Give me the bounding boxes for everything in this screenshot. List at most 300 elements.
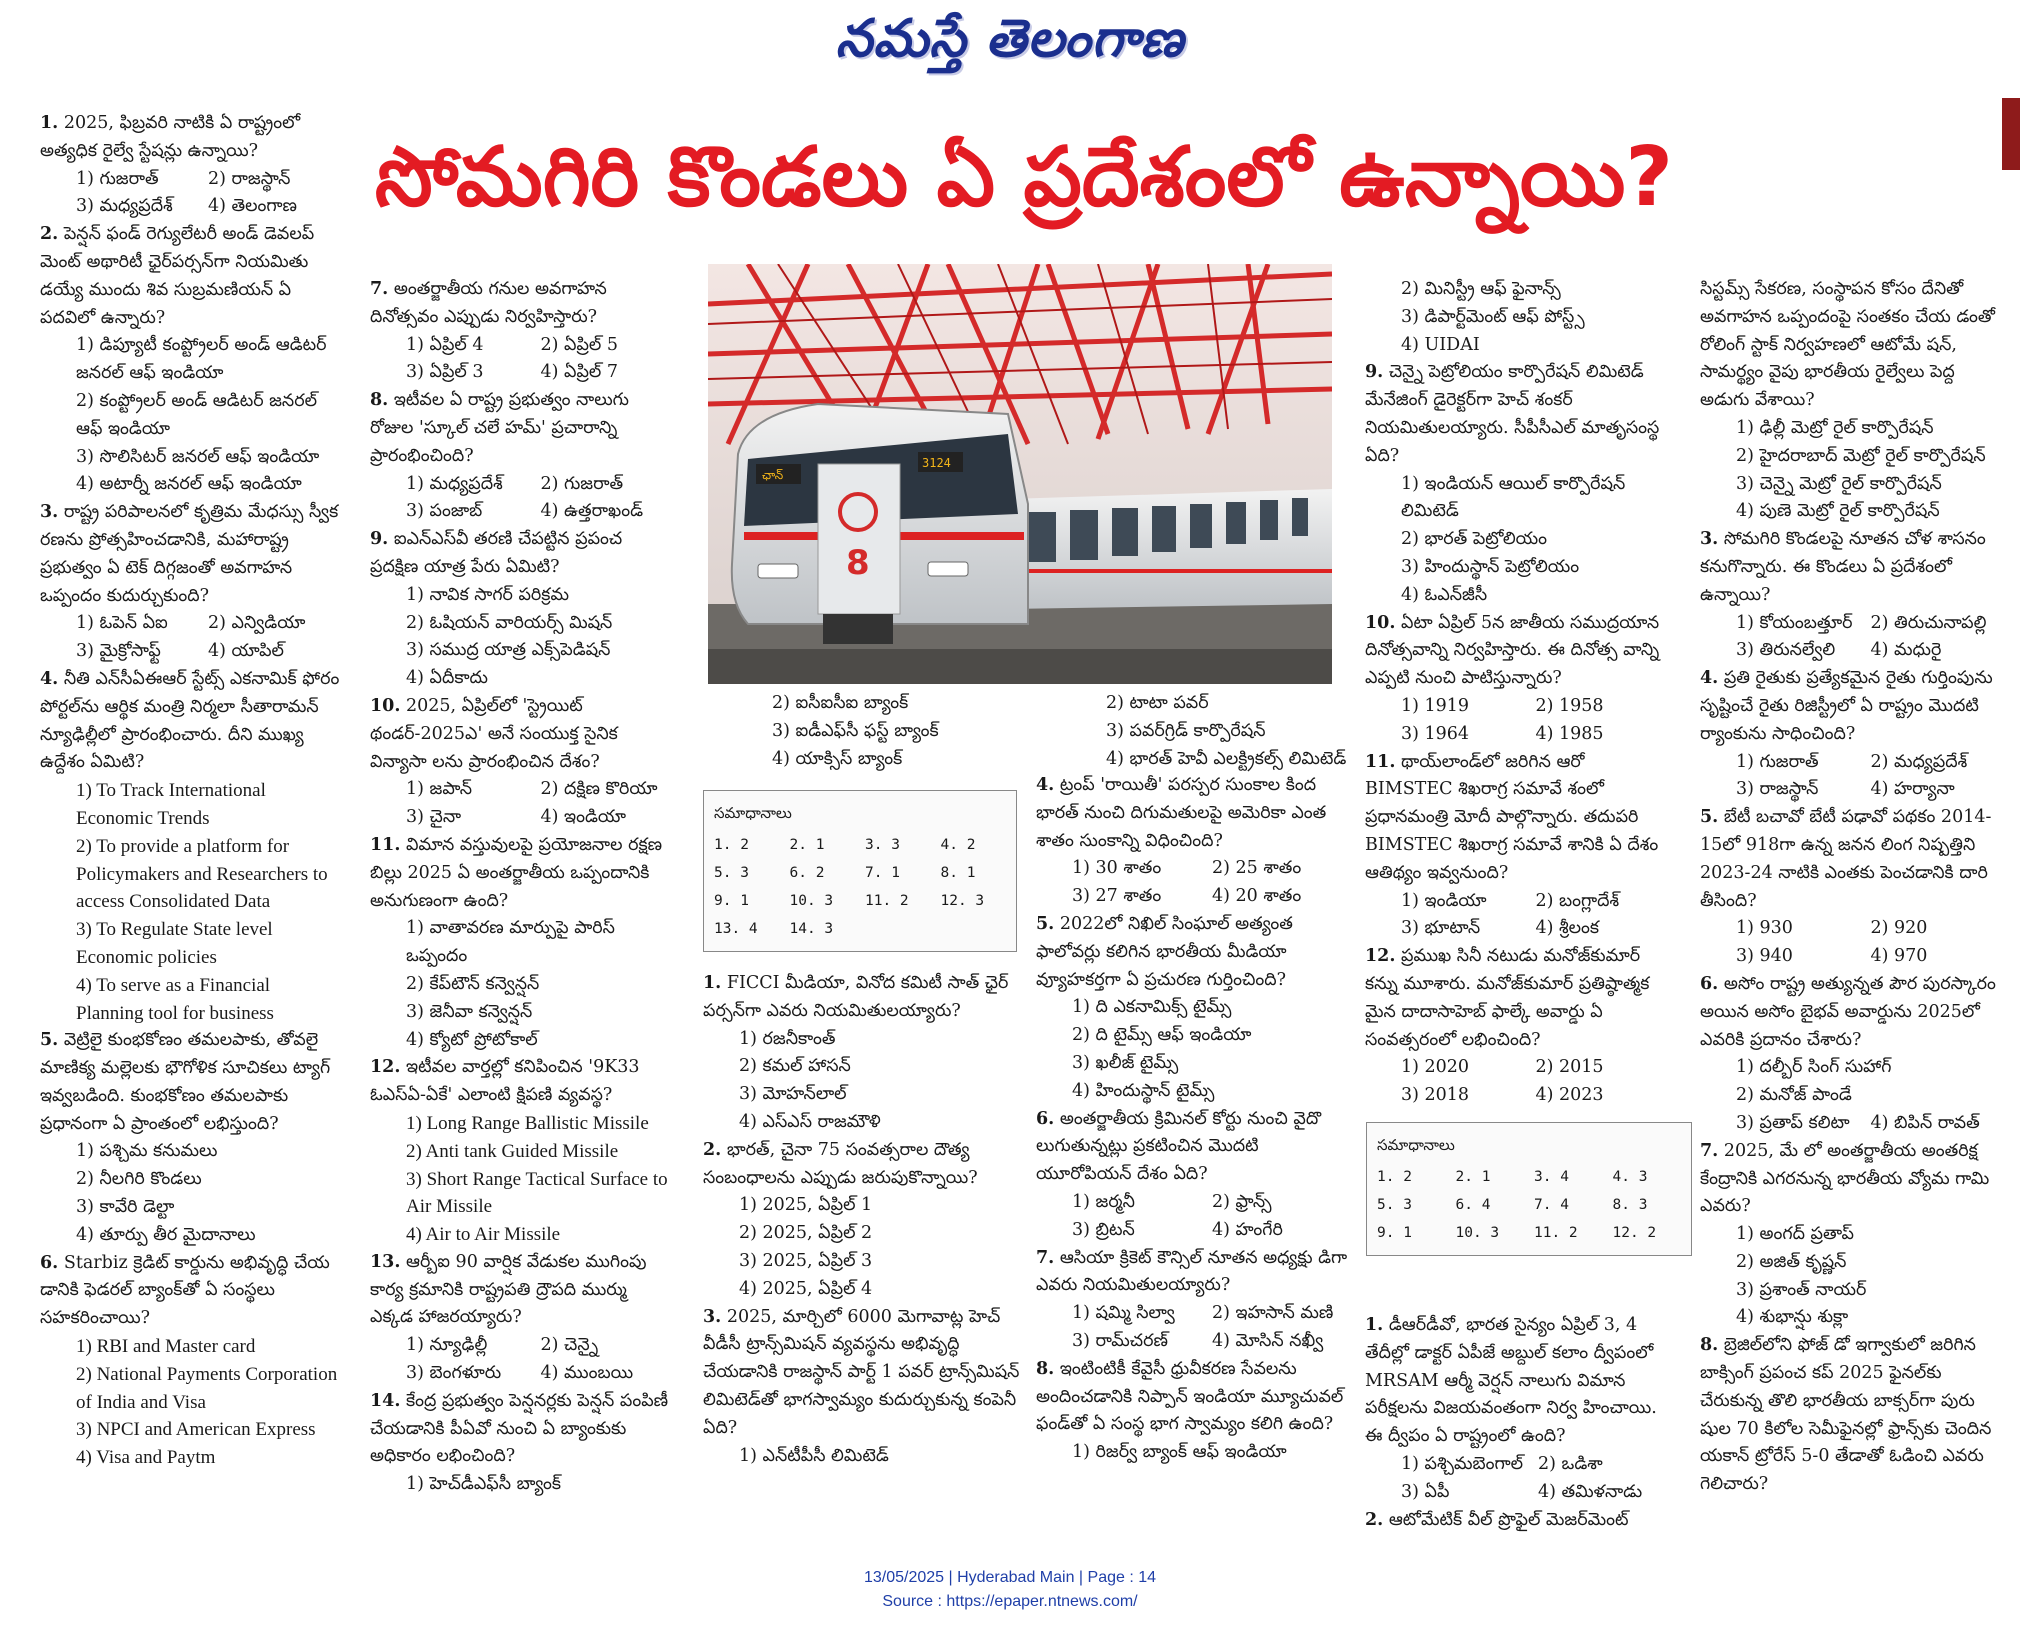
option: 2) టాటా పవర్	[1106, 693, 1209, 713]
option: 3) బెంగళూరు	[406, 1363, 502, 1384]
question-item	[40, 499, 340, 666]
question-text	[370, 276, 675, 332]
option-row	[1700, 915, 2005, 943]
question-item	[1036, 911, 1356, 1106]
question-item	[1365, 1312, 1675, 1507]
answers-box-2	[1366, 1122, 1692, 1256]
option: 1) జపాన్	[406, 779, 473, 800]
option: 3) భూటాన్	[1401, 918, 1481, 939]
option: 2) అజిత్ కృష్ణన్	[1736, 1251, 1847, 1272]
option-row	[1036, 883, 1356, 911]
question-number: 11.	[370, 834, 401, 855]
footer-source-link[interactable]: Source : https://epaper.ntnews.com/	[882, 1593, 1138, 1610]
option: 2) 1958	[1535, 695, 1604, 716]
option-row	[370, 804, 675, 832]
option-row	[40, 193, 340, 221]
question-text	[703, 1137, 1021, 1193]
question-body: ప్రముఖ సినీ నటుడు మనోజ్‌కుమార్ కన్ను మూశారు. మనోజ్‌కుమార్ ప్రతిష్ఠాత్మక మైన దాదాసాహెబ్ ఫాల్కే అవార్డు ఏ సంవత్సరంలో లభించింది?	[1365, 946, 1650, 1050]
option: 2) మినిస్ట్రీ ఆఫ్ ఫైనాన్స్	[1401, 279, 1561, 299]
option: 4) Air to Air Missile	[406, 1224, 561, 1246]
option: 3) మైక్రోసాఫ్ట్	[76, 641, 161, 662]
option: 1) న్యూఢిల్లీ	[406, 1335, 488, 1356]
answer-item: 5. 3	[714, 865, 749, 881]
option: 4) మధురై	[1870, 640, 1942, 661]
question-item	[1700, 971, 2005, 1138]
option: 1) పశ్చిమ కనుమలు	[76, 1141, 218, 1162]
question-text	[1036, 1356, 1356, 1439]
option: 2) కమల్ హాసన్	[739, 1056, 851, 1077]
question-item	[370, 832, 675, 1054]
option: 2) హైదరాబాద్ మెట్రో రైల్ కార్పొరేషన్	[1736, 445, 1986, 466]
question-text	[1365, 610, 1670, 693]
option: 3) సముద్ర యాత్ర ఎక్స్‌పెడిషన్	[406, 640, 611, 661]
question-item	[1036, 772, 1356, 911]
option: 4) శ్రీలంక	[1535, 918, 1600, 939]
question-number: 10.	[370, 695, 401, 716]
question-item	[370, 276, 675, 387]
option: 2) బంగ్లాదేశ్	[1535, 890, 1620, 911]
option-row	[40, 610, 340, 638]
question-item	[370, 1388, 675, 1499]
question-number: 1.	[703, 973, 722, 993]
option: 2) గుజరాత్	[540, 473, 624, 494]
option: 2) National Payments Corporation of India and Visa	[76, 1363, 338, 1413]
question-text	[1036, 772, 1356, 855]
question-number: 12.	[1365, 946, 1396, 967]
column-4-continuation	[1070, 690, 1370, 773]
question-item	[703, 1137, 1021, 1304]
page-footer	[0, 1566, 2020, 1614]
option: 1) ఢిల్లీ మెట్రో రైల్ కార్పొరేషన్	[1736, 417, 1934, 438]
option: 3) 2025, ఏప్రిల్ 3	[739, 1250, 873, 1271]
question-item	[370, 1054, 675, 1249]
option-row	[1365, 721, 1670, 749]
train-front-number: 3124	[922, 456, 951, 470]
column-6	[1700, 276, 2005, 1499]
question-body: కేంద్ర ప్రభుత్వం పెన్షనర్లకు పెన్షన్ పంపిణీ చేయడానికి పీఏవో నుంచి ఏ బ్యాంకుకు అధికారం లభించింది?	[370, 1390, 669, 1467]
question-text	[370, 1388, 675, 1471]
option: 2) భారత్ పెట్రోలియం	[1401, 529, 1548, 550]
question-number: 6.	[1036, 1108, 1055, 1129]
masthead-logo: నమస్తే తెలంగాణ	[835, 9, 1185, 69]
answer-item: 3. 3	[865, 837, 900, 853]
question-body-continued: సిస్టమ్స్ సేకరణ, సంస్థాపన కోసం దేనితో అవగాహన ఒప్పందంపై సంతకం చేయ డంతో రోలింగ్ స్టాక్ నిర్వహణలో ఆటోమే షన్, సామర్థ్యం వైపు భారతీయ రైల్వేలు పెద్ద అడుగు వేశాయి?	[1700, 279, 1996, 411]
option: 3) సొలిసిటర్ జనరల్ ఆఫ్ ఇండియా	[76, 446, 320, 467]
option: 4) ఓఎన్‌జీసీ	[1401, 584, 1488, 605]
answer-item: 6. 2	[789, 865, 825, 881]
option: 1) నావిక సాగర్ పరిక్రమ	[406, 584, 569, 605]
question-body: డీఆర్‌డీవో, భారత సైన్యం ఏప్రిల్ 3, 4 తేదీల్లో డాక్టర్ ఏపీజే అబ్దుల్ కలాం ద్వీపంలో MRSAM ఆర్మీ వెర్షన్ నాలుగు విమాన పరీక్షలను విజయవంతంగా నిర్వ హించాయి. ఈ ద్వీపం ఏ రాష్ట్రంలో ఉంది?	[1365, 1315, 1657, 1447]
question-text	[703, 970, 1021, 1026]
option: 1) రజనీకాంత్	[739, 1028, 836, 1049]
option-row	[1365, 1479, 1675, 1507]
option: 2) ఒడిశా	[1538, 1453, 1603, 1474]
option-row	[1036, 1217, 1356, 1245]
option-row	[370, 1332, 675, 1360]
option: 4) ఎస్ఎస్ రాజమౌళి	[739, 1111, 881, 1132]
question-body: FICCI మీడియా, వినోద కమిటీ సాత్ ఛైర్ పర్సన్‌గా ఎవరు నియమితులయ్యారు?	[703, 973, 1009, 1021]
question-number: 5.	[1700, 807, 1719, 828]
answer-item: 12. 3	[940, 893, 985, 909]
question-body: రాష్ట్ర పరిపాలనలో కృత్రిమ మేధస్సు స్వీక రణను ప్రోత్సహించడానికి, మహారాష్ట్ర ప్రభుత్వం ఏ టెక్ దిగ్గజంతో అవగాహన ఒప్పందం కుదుర్చుకుంది?	[40, 502, 339, 606]
option: 1) ఇండియన్ ఆయిల్ కార్పొరేషన్ లిమిటెడ్	[1401, 473, 1626, 522]
question-item	[1365, 943, 1670, 1110]
answer-item: 9. 1	[1377, 1225, 1412, 1241]
footer-date-edition: 13/05/2025 | Hyderabad Main | Page : 14	[863, 1569, 1157, 1586]
option: 4) 2025, ఏప్రిల్ 4	[739, 1278, 873, 1299]
question-number: 3.	[40, 502, 59, 523]
option: 1) 1919	[1401, 695, 1470, 716]
option-row	[1700, 637, 2005, 665]
question-number: 7.	[1700, 1140, 1719, 1161]
question-number: 7.	[370, 279, 389, 299]
question-number: 4.	[40, 668, 59, 689]
option: 2) నీలగిరి కొండలు	[76, 1169, 202, 1190]
question-text	[40, 499, 340, 610]
option: 4) శుభాన్షు శుక్లా	[1736, 1307, 1849, 1328]
question-number: 8.	[1700, 1335, 1719, 1356]
option-row	[1365, 1082, 1670, 1110]
option-row	[1365, 1054, 1670, 1082]
option: 1) ఏప్రిల్ 4	[406, 334, 484, 355]
option: 2) ది టైమ్స్ ఆఫ్ ఇండియా	[1072, 1025, 1252, 1046]
question-body: చెన్నై పెట్రోలియం కార్పొరేషన్ లిమిటెడ్ మేనేజింగ్ డైరెక్టర్‌గా హెచ్ శంకర్ నియమితులయ్యారు. సీపీసీఎల్ మాతృసంస్థ ఏది?	[1365, 362, 1660, 466]
option: 3) మోహన్‌లాల్	[739, 1084, 847, 1105]
option: 2) ఎన్విడియా	[208, 613, 306, 634]
option: 4) To serve as a Financial Planning tool for business	[76, 974, 274, 1024]
question-item	[1700, 665, 2005, 804]
option: 2) కేప్‌టౌన్ కన్వెన్షన్	[406, 973, 540, 994]
option-row	[1700, 1110, 2005, 1138]
option: 2) 25 శాతం	[1212, 858, 1302, 879]
question-body: ఆసియా క్రికెట్ కౌన్సిల్ నూతన అధ్యక్షు డిగా ఎవరు నియమితులయ్యారు?	[1036, 1247, 1348, 1296]
question-text	[1700, 971, 2005, 1054]
question-item	[1365, 1507, 1675, 1535]
question-item	[1365, 359, 1670, 609]
answers-grid	[714, 831, 1006, 943]
answer-item: 8. 1	[940, 865, 976, 881]
question-body: ఇటీవల ఏ రాష్ట్ర ప్రభుత్వం నాలుగు రోజుల 'స్కూల్ చలే హమ్' ప్రచారాన్ని ప్రారంభించింది?	[370, 390, 629, 466]
question-item	[703, 1304, 1021, 1471]
question-body: అసోం రాష్ట్ర అత్యున్నత పౌర పురస్కారం అయిన అసోం బైభవ్ అవార్డును 2025లో ఎవరికి ప్రదానం చేశారు?	[1700, 973, 1996, 1050]
option: 4) తమిళనాడు	[1538, 1481, 1643, 1502]
option-row	[370, 332, 675, 360]
answer-item: 10. 3	[789, 893, 834, 909]
question-body: అంతర్జాతీయ గనుల అవగాహన దినోత్సవం ఎప్పుడు నిర్వహిస్తారు?	[370, 279, 607, 327]
answer-item: 7. 1	[865, 865, 900, 881]
option: 3) ఐడీఎఫ్‌సీ ఫస్ట్ బ్యాంక్	[772, 720, 939, 741]
option: 4) పుణె మెట్రో రైల్ కార్పొరేషన్	[1736, 501, 1940, 522]
question-item	[1036, 1106, 1356, 1245]
answer-item: 13. 4	[714, 921, 758, 937]
answer-item: 11. 2	[865, 893, 909, 909]
answer-item: 4. 2	[940, 837, 976, 853]
question-number: 7.	[1036, 1247, 1055, 1268]
option: 4) అటార్నీ జనరల్ ఆఫ్ ఇండియా	[76, 474, 302, 495]
option: 3) NPCI and American Express	[76, 1419, 316, 1441]
option: 1) హెచ్‌డీఎఫ్‌సీ బ్యాంక్	[406, 1474, 561, 1495]
option: 4) ముంబయి	[540, 1363, 634, 1384]
question-text	[1365, 1507, 1675, 1535]
option: 1) To Track International Economic Trends	[76, 780, 266, 829]
option: 4) మోసిన్ నఖ్వీ	[1212, 1330, 1324, 1351]
question-body: ఐఎన్ఎస్‌వీ తరణి చేపట్టిన ప్రపంచ ప్రదక్షిణ యాత్ర పేరు ఏమిటి?	[370, 529, 623, 577]
question-text	[370, 526, 675, 582]
option: 2) మనోజ్ పాండే	[1736, 1085, 1852, 1106]
option: 3) కావేరి డెల్టా	[76, 1197, 175, 1218]
option: 2) To provide a platform for Policymakers and Researchers to access Consolidated Data	[76, 835, 328, 913]
option-row	[1700, 610, 2005, 638]
column-5-lower	[1365, 1312, 1675, 1534]
question-text	[1365, 359, 1670, 470]
option: 3) రామ్‌చరణ్	[1072, 1330, 1168, 1351]
question-body: బేటీ బచావో బేటీ పఢావో పథకం 2014-15లో 918గా ఉన్న జనన లింగ నిష్పత్తిని 2023-24 నాటికి ఎంతకు పెంచడానికి దారి తీసింది?	[1700, 807, 1992, 911]
column-2	[370, 276, 675, 1499]
question-item	[1365, 610, 1670, 749]
option: 4) తెలంగాణ	[208, 196, 297, 217]
option: 3) 2018	[1401, 1085, 1470, 1106]
option: 4) ఏదీకాదు	[406, 668, 488, 689]
question-item	[370, 693, 675, 832]
question-text	[1700, 526, 2005, 609]
question-item	[370, 526, 675, 693]
question-text	[1700, 665, 2005, 748]
column-4	[1036, 772, 1356, 1467]
option: 3) 940	[1736, 946, 1793, 967]
question-body: వెట్రిలై కుంభకోణం తమలపాకు, తోవలై మాణిక్య మల్లెలకు భౌగోళిక సూచికలు ట్యాగ్ ఇవ్వబడింది. కుంభకోణం తమలపాకు ప్రధానంగా ఏ ప్రాంతంలో లభిస్తుంది?	[40, 1030, 331, 1134]
question-body: పెన్షన్ ఫండ్ రెగ్యులేటరీ అండ్ డెవలప్ మెంట్ అథారిటీ ఛైర్‌పర్సన్‌గా నియమితు డయ్యే ముందు శివ సుబ్రమణియన్ ఏ పదవిలో ఉన్నారు?	[40, 224, 315, 328]
option: 3) ప్రతాప్ కలిటా	[1736, 1112, 1850, 1133]
question-text	[1700, 804, 2005, 915]
question-number: 1.	[40, 113, 59, 133]
column-3	[703, 970, 1021, 1470]
option: 2) దక్షిణ కొరియా	[540, 779, 658, 800]
answer-item: 2. 1	[789, 837, 825, 853]
question-body: బ్రెజిల్‌లోని ఫోజ్ డో ఇగ్వాకులో జరిగిన బాక్సింగ్ ప్రపంచ కప్ 2025 ఫైనల్‌కు చేరుకున్న తొలి భారతీయ బాక్సర్‌గా పురు షుల 70 కిలోల సెమీఫైనల్లో ఫ్రాన్స్‌కు చెందిన యకాన్ ట్రోరేస్ 5-0 తేడాతో ఓడించి ఎవరు గెలిచారు?	[1700, 1335, 1992, 1495]
option: 4) యాక్సిస్ బ్యాంక్	[772, 748, 903, 769]
option: 3) ఏపీ	[1401, 1481, 1450, 1502]
option: 3) మధ్యప్రదేశ్	[76, 196, 173, 217]
question-item	[40, 1027, 340, 1249]
option-row	[1365, 1451, 1675, 1479]
question-text	[40, 221, 340, 332]
question-text	[1700, 1138, 2005, 1221]
question-body: 2022లో నిఖిల్ సింఘాల్ అత్యంత ఫాలోవర్లు కలిగిన భారతీయ మీడియా వ్యూహకర్తగా ఏ ప్రచురణ గుర్తించింది?	[1036, 913, 1293, 990]
option: 3) డిపార్ట్‌మెంట్ ఆఫ్ పోస్ట్స్	[1401, 306, 1585, 327]
option: 4) బిపిన్ రావత్	[1870, 1112, 1980, 1133]
answer-item: 2. 1	[1455, 1169, 1491, 1185]
question-item	[1700, 804, 2005, 971]
option: 4) ఇండియా	[540, 807, 627, 828]
question-number: 6.	[40, 1252, 59, 1273]
option: 4) 2023	[1535, 1085, 1604, 1106]
option: 2) ఓషియన్ వారియర్స్ మిషన్	[406, 612, 613, 633]
option: 1) గుజరాత్	[76, 168, 159, 189]
question-item	[40, 221, 340, 499]
option: 1) పశ్చిమబెంగాల్	[1401, 1453, 1523, 1474]
option: 3) పవర్‌గ్రిడ్ కార్పొరేషన్	[1106, 720, 1266, 741]
answer-item: 8. 3	[1612, 1197, 1648, 1213]
question-number: 2.	[40, 224, 59, 245]
question-item	[1365, 749, 1670, 944]
question-body: విమాన వస్తువులపై ప్రయోజనాల రక్షణ బిల్లు 2025 ఏ అంతర్జాతీయ ఒప్పందానికి అనుగుణంగా ఉంది?	[370, 834, 663, 911]
option: 3) బ్రిటన్	[1072, 1219, 1135, 1240]
option: 2) ఐసీఐసీఐ బ్యాంక్	[772, 693, 909, 713]
option: 2) తిరుచునాపల్లి	[1870, 612, 1987, 633]
question-text	[1036, 1245, 1356, 1301]
page-headline: సోమగిరి కొండలు ఏ ప్రదేశంలో ఉన్నాయి?	[375, 130, 1673, 225]
question-body: Starbiz క్రెడిట్ కార్డును అభివృద్ధి చేయ డానికి ఫెడరల్ బ్యాంక్‌తో ఏ సంస్థలు సహకరించాయి?	[40, 1252, 330, 1329]
option: 3) చెన్నై మెట్రో రైల్ కార్పొరేషన్	[1736, 473, 1942, 494]
question-body: ఆర్బీఐ 90 వార్షిక వేడుకల ముగింపు కార్య క్రమానికి రాష్ట్రపతి ద్రౌపది ముర్ము ఎక్కడ హాజరయ్యారు?	[370, 1251, 647, 1328]
option: 1) 30 శాతం	[1072, 858, 1162, 879]
question-body: 2025, మార్చిలో 6000 మెగావాట్ల హెచ్ వీడీసీ ట్రాన్స్‌మిషన్ వ్యవస్థను అభివృద్ధి చేయడానికి రాజస్థాన్ పార్ట్ 1 పవర్ ట్రాన్స్‌మిషన్ లిమిటెడ్‌తో భాగస్వామ్యం కుదుర్చుకున్న కంపెనీ ఏది?	[703, 1306, 1020, 1438]
answer-item: 1. 2	[714, 837, 749, 853]
option-row	[1036, 1300, 1356, 1328]
question-number: 5.	[40, 1030, 59, 1051]
option: 2) చెన్నై	[540, 1335, 599, 1356]
question-item	[1700, 526, 2005, 665]
column-5	[1365, 276, 1670, 1110]
option: 4) 1985	[1535, 723, 1604, 744]
question-item	[40, 1250, 340, 1472]
option: 4) 970	[1870, 946, 1928, 967]
option: 3) 27 శాతం	[1072, 886, 1162, 907]
question-item	[703, 970, 1021, 1137]
option: 1) ఓపెన్ ఏఐ	[76, 613, 168, 634]
question-number: 8.	[370, 390, 389, 411]
option-row	[370, 498, 675, 526]
option-row	[40, 166, 340, 194]
question-text	[370, 387, 675, 470]
option: 2) 2025, ఏప్రిల్ 2	[739, 1223, 873, 1244]
option: 3) ప్రశాంత్ నాయర్	[1736, 1279, 1867, 1300]
option-row	[1036, 1328, 1356, 1356]
question-item	[370, 1249, 675, 1388]
question-number: 12.	[370, 1057, 401, 1078]
option: 2) రాజస్థాన్	[208, 168, 291, 189]
question-body: ఇంటింటికీ కేవైసీ ధ్రువీకరణ సేవలను అందించడానికి నిప్పాన్ ఇండియా మ్యూచువల్ ఫండ్‌తో ఏ సంస్థ భాగ స్వామ్యం కలిగి ఉంది?	[1036, 1358, 1344, 1435]
option: 4) హంగేరి	[1212, 1219, 1283, 1240]
question-text	[40, 1027, 340, 1138]
question-number: 2.	[703, 1139, 722, 1160]
option: 3) To Regulate State level Economic policies	[76, 919, 273, 968]
option: 4) భారత్ హెవీ ఎలక్ట్రికల్స్ లిమిటెడ్	[1106, 748, 1347, 769]
question-number: 6.	[1700, 973, 1719, 994]
option-row	[1700, 749, 2005, 777]
option: 4) తూర్పు తీర మైదానాలు	[76, 1224, 256, 1245]
question-text	[370, 693, 675, 776]
question-number: 8.	[1036, 1358, 1055, 1379]
question-number: 3.	[703, 1306, 722, 1327]
option-row	[1700, 943, 2005, 971]
answers-grid	[1377, 1163, 1681, 1247]
option-row	[370, 471, 675, 499]
option: 4) UIDAI	[1401, 334, 1480, 355]
question-text	[370, 832, 675, 915]
question-text	[1365, 1312, 1675, 1451]
option: 1) Long Range Ballistic Missile	[406, 1112, 649, 1134]
column-1	[40, 110, 340, 1472]
option: 4) Visa and Paytm	[76, 1447, 216, 1469]
question-number: 9.	[370, 529, 389, 550]
option-row	[1365, 693, 1670, 721]
edge-accent-bar	[2002, 98, 2020, 170]
question-text	[1700, 1332, 2005, 1499]
answers-title: సమాధానాలు	[714, 804, 792, 822]
option: 1) 2025, ఏప్రిల్ 1	[739, 1195, 873, 1216]
option: 2) మధ్యప్రదేశ్	[1870, 751, 1968, 772]
question-number: 11.	[1365, 751, 1396, 772]
question-number: 3.	[1700, 529, 1719, 550]
question-body: నీతి ఎన్‌సీఏఈఆర్ స్టేట్స్ ఎకనామిక్ ఫోరం పోర్టల్‌ను ఆర్థిక మంత్రి నిర్మలా సీతారామన్ న్యూఢిల్లీలో ప్రారంభించారు. దీని ముఖ్య ఉద్దేశం ఏమిటి?	[40, 668, 340, 773]
question-text	[1365, 749, 1670, 888]
option: 1) గుజరాత్	[1736, 751, 1819, 772]
option: 4) ఏప్రిల్ 7	[540, 362, 619, 383]
question-body: 2025, ఫిబ్రవరి నాటికి ఏ రాష్ట్రంలో అత్యధిక రైల్వే స్టేషన్లు ఉన్నాయి?	[40, 113, 301, 161]
question-body: అంతర్జాతీయ క్రిమినల్ కోర్టు నుంచి వైదొ లుగుతున్నట్లు ప్రకటించిన మొదటి యూరోపియన్ దేశం ఏది?	[1036, 1108, 1322, 1185]
option: 2) Anti tank Guided Missile	[406, 1140, 619, 1162]
question-item	[1036, 1245, 1356, 1356]
question-body: ప్రతి రైతుకు ప్రత్యేకమైన రైతు గుర్తింపును సృష్టించే రైతు రిజిస్ట్రీలో ఏ రాష్ట్రం మొదటి ర్యాంకును సాధించింది?	[1700, 668, 1993, 744]
answer-item: 5. 3	[1377, 1197, 1412, 1213]
option-row	[370, 359, 675, 387]
question-text	[703, 1304, 1021, 1443]
option: 2) ఏప్రిల్ 5	[540, 334, 619, 355]
train-car-number: 8	[846, 543, 870, 583]
answers-box-1	[703, 790, 1017, 952]
option: 1) ఇండియా	[1401, 890, 1487, 911]
option: 1) 2020	[1401, 1057, 1470, 1078]
question-body: 2025, ఏప్రిల్‌లో 'స్ట్రెయిట్ థండర్-2025ఎ' అనే సంయుక్త సైనిక విన్యాసా లను ప్రారంభించిన దేశం?	[370, 695, 618, 772]
question-number: 1.	[1365, 1315, 1384, 1335]
option: 3) ఖలీజ్ టైమ్స్	[1072, 1052, 1179, 1073]
option: 3) జెనీవా కన్వెన్షన్	[406, 1001, 533, 1022]
question-text	[1036, 911, 1356, 994]
question-text	[40, 110, 340, 166]
option: 1) జర్మనీ	[1072, 1191, 1135, 1212]
option: 2) 920	[1870, 918, 1928, 939]
option: 3) చైనా	[406, 807, 462, 828]
option: 4) హిందుస్థాన్ టైమ్స్	[1072, 1080, 1215, 1101]
svg-text:ఛాన్: ఛాన్	[762, 468, 784, 482]
answer-item: 9. 1	[714, 893, 749, 909]
question-text	[40, 666, 340, 777]
question-number: 14.	[370, 1390, 401, 1411]
option: 1) దల్బీర్ సింగ్ సుహాగ్	[1736, 1057, 1892, 1078]
option: 2) 2015	[1535, 1057, 1604, 1078]
option: 3) Short Range Tactical Surface to Air Missile	[406, 1168, 668, 1218]
question-body: భారత్, చైనా 75 సంవత్సరాల దౌత్య సంబంధాలను ఎప్పుడు జరుపుకొన్నాయి?	[703, 1139, 978, 1188]
question-body: థాయ్‌లాండ్‌లో జరిగిన ఆరో BIMSTEC శిఖరాగ్ర సమావే శంలో ప్రధానమంత్రి మోదీ పాల్గొన్నారు. తదుపరి BIMSTEC శిఖరాగ్ర సమావే శానికి ఏ దేశం ఆతిథ్యం ఇవ్వనుంది?	[1365, 751, 1659, 883]
option: 2) కంప్ట్రోలర్ అండ్ ఆడిటర్ జనరల్ ఆఫ్ ఇండియా	[76, 390, 318, 439]
answer-item: 4. 3	[1612, 1169, 1648, 1185]
question-text	[40, 1250, 340, 1333]
option: 1) 930	[1736, 918, 1793, 939]
question-number: 2.	[1365, 1509, 1384, 1530]
option-row	[1365, 888, 1670, 916]
answer-item: 10. 3	[1455, 1225, 1500, 1241]
option: 4) హర్యానా	[1870, 779, 1955, 800]
option: 4) 20 శాతం	[1212, 886, 1302, 907]
question-body: ట్రంప్ 'రాయితీ' పరస్పర సుంకాల కింద భారత్ నుంచి దిగుమతులపై అమెరికా ఎంత శాతం సుంకాన్ని విధించింది?	[1036, 775, 1327, 851]
question-number: 9.	[1365, 362, 1384, 383]
option-row	[1036, 1189, 1356, 1217]
question-text	[370, 1249, 675, 1332]
question-number: 13.	[370, 1251, 401, 1272]
question-item	[40, 666, 340, 1027]
question-number: 5.	[1036, 913, 1055, 934]
